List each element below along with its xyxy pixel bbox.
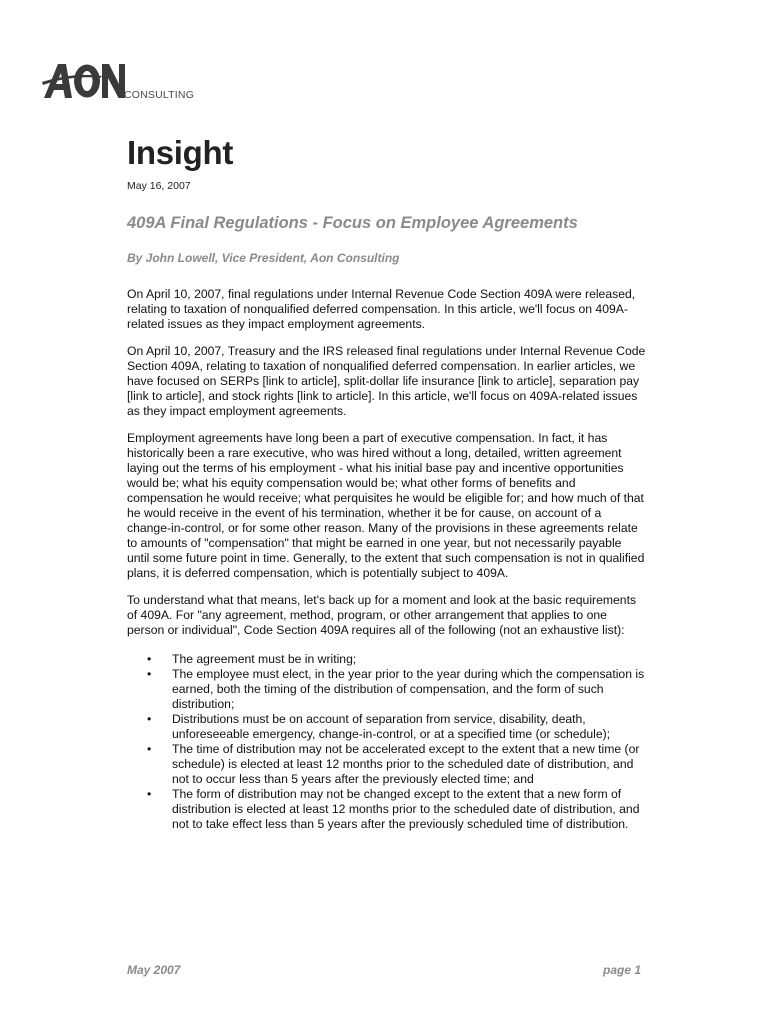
list-item — [127, 742, 647, 787]
footer-date: May 2007 — [127, 963, 181, 977]
article-byline: By John Lowell, Vice President, Aon Consulting — [127, 251, 400, 265]
list-item-text: The time of distribution may not be accelerated except to the extent that a new time (or schedule) is elected at least 12 months prior to the scheduled date of distribution, and not to occur less than 5 years after the previously elected time; and — [172, 742, 640, 786]
bullet-icon: • — [147, 742, 152, 756]
list-item — [127, 667, 647, 712]
list-item-text: The form of distribution may not be changed except to the extent that a new form of distribution is elected at least 12 months prior to the scheduled date of distribution, and not to take effect less than 5 years after the previously scheduled time of distribution. — [172, 787, 640, 831]
list-item — [127, 787, 647, 832]
bullet-icon: • — [147, 652, 152, 666]
publish-date: May 16, 2007 — [127, 180, 191, 192]
bullet-icon: • — [147, 712, 152, 726]
list-item-text: The agreement must be in writing; — [172, 652, 357, 666]
paragraph-4: To understand what that means, let's back up for a moment and look at the basic requirements of 409A. For "any agreement, method, program, or other arrangement that applies to one person or individual", Code Section 409A requires all of the following (not an exhaustive list): — [127, 593, 637, 637]
list-item-text: Distributions must be on account of separation from service, disability, death, unforeseeable emergency, change-in-control, or at a specified time (or schedule); — [172, 712, 611, 741]
paragraph-1: On April 10, 2007, final regulations under Internal Revenue Code Section 409A were released, relating to taxation of nonqualified deferred compensation. In this article, we'll focus on 409A-related issues as they impact employment agreements. — [127, 287, 636, 331]
list-item — [127, 712, 647, 742]
article — [127, 133, 647, 832]
paragraph-3: Employment agreements have long been a part of executive compensation. In fact, it has historically been a rare executive, who was hired without a long, detailed, written agreement laying out the terms of his employment - what his initial base pay and incentive opportunities would be; what his equity compensation would be; what other forms of benefits and compensation he would receive; what perquisites he would be eligible for; and how much of that he would receive in the event of his termination, whether it be for cause, on account of a change-in-control, or for some other reason. Many of the provisions in these agreements relate to amounts of "compensation" that might be earned in one year, but not necessarily payable until some future point in time. Generally, to the extent that such compensation is not in qualified plans, it is deferred compensation, which is potentially subject to 409A. — [127, 431, 645, 580]
paragraph-2: On April 10, 2007, Treasury and the IRS released final regulations under Internal Revenue Code Section 409A, relating to taxation of nonqualified deferred compensation. In earlier articles, we have focused on SERPs [link to article], split-dollar life insurance [link to article], separation pay [link to article], and stock rights [link to article]. In this article, we'll focus on 409A-related issues as they impact employment agreements. — [127, 344, 646, 418]
article-headline: 409A Final Regulations - Focus on Employee Agreements — [127, 214, 578, 232]
aon-logo-icon — [42, 60, 128, 100]
bullet-icon: • — [147, 787, 152, 801]
list-item — [127, 652, 647, 667]
page-number: page 1 — [603, 963, 642, 977]
aon-consulting-logo — [42, 60, 195, 102]
requirements-list — [127, 652, 647, 832]
bullet-icon: • — [147, 667, 152, 681]
page-title: Insight — [127, 134, 234, 171]
logo-subtitle: CONSULTING — [124, 89, 195, 101]
list-item-text: The employee must elect, in the year prior to the year during which the compensation is earned, both the timing of the distribution of compensation, and the form of such distribution; — [172, 667, 645, 711]
